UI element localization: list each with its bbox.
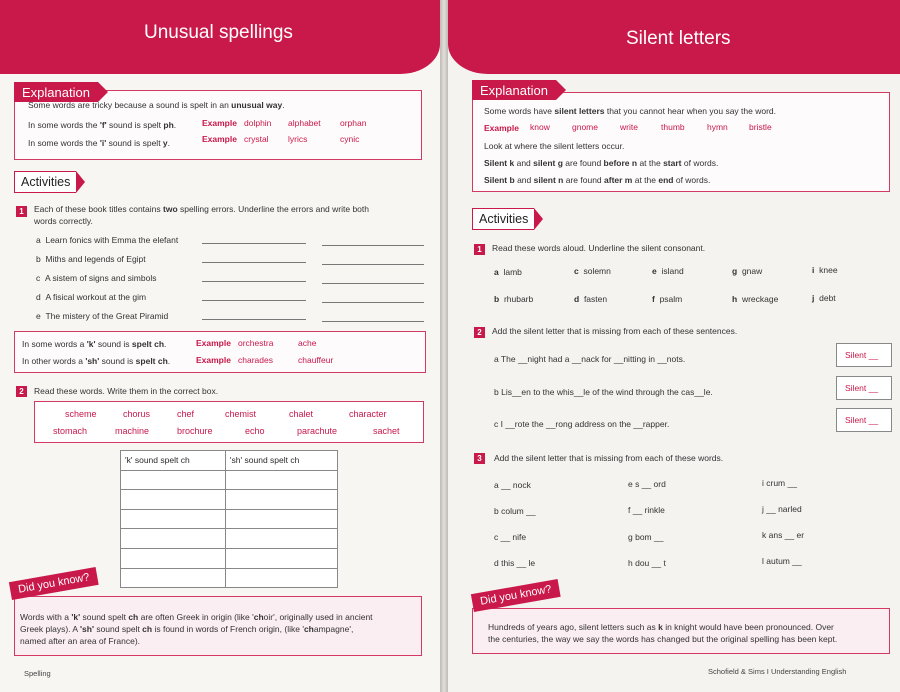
left-q2-number: 2: [16, 386, 27, 397]
q3-word[interactable]: k ans __ er: [762, 530, 805, 540]
y-example-label: Example: [202, 134, 237, 144]
sorting-table: [120, 450, 338, 588]
left-expl-line3: In some words the 'i' sound is spelt y.: [28, 138, 171, 148]
y-example-3: cynic: [340, 134, 360, 144]
table-cell[interactable]: [121, 529, 226, 549]
q1-word-h[interactable]: h wreckage: [732, 294, 779, 304]
table-cell[interactable]: [225, 470, 337, 490]
q1-item-d: d A fisical workout at the gim: [36, 292, 147, 302]
y-example-2: lyrics: [288, 134, 308, 144]
right-dyk-line1: Hundreds of years ago, silent letters such as k in knight would have been pronounced. Over: [488, 622, 834, 632]
book-gutter: [440, 0, 448, 692]
q1-item-e: e The mistery of the Great Piramid: [36, 311, 169, 321]
k-example-label: Example: [196, 338, 231, 348]
q3-word[interactable]: d this __ le: [494, 558, 536, 568]
sh-example-label: Example: [196, 355, 231, 365]
word-bank-item: machine: [115, 426, 150, 436]
right-example-1: know: [530, 122, 550, 132]
q3-word[interactable]: f __ rinkle: [628, 505, 665, 515]
answer-line[interactable]: [322, 264, 424, 265]
sh-example-1: charades: [238, 355, 273, 365]
word-bank-box: [34, 401, 424, 443]
answer-line[interactable]: [202, 262, 306, 263]
q1-word-e[interactable]: e island: [652, 266, 684, 276]
word-bank-item: character: [349, 409, 387, 419]
right-example-5: hymn: [707, 122, 728, 132]
q1-word-j[interactable]: j debt: [812, 293, 836, 303]
answer-line[interactable]: [322, 321, 424, 322]
answer-line[interactable]: [322, 302, 424, 303]
table-cell[interactable]: [225, 568, 337, 588]
right-example-6: bristle: [749, 122, 772, 132]
q1-word-g[interactable]: g gnaw: [732, 266, 763, 276]
right-expl-line4: Silent k and silent g are found before n at the start of words.: [484, 158, 719, 168]
y-example-1: crystal: [244, 134, 269, 144]
left-expl-line2: In some words the 'f' sound is spelt ph.: [28, 120, 177, 130]
right-example-4: thumb: [661, 122, 685, 132]
silent-answer-box[interactable]: Silent __: [836, 343, 892, 367]
q1-word-a[interactable]: a lamb: [494, 267, 522, 277]
word-bank-item: echo: [245, 426, 265, 436]
q3-word[interactable]: l autum __: [762, 556, 802, 566]
q3-word[interactable]: e s __ ord: [628, 479, 666, 489]
left-footer: Spelling: [24, 669, 51, 678]
right-dyk-line2: the centuries, the way we say the words has changed but the original spelling has been kept.: [488, 634, 838, 644]
ch-expl-line1: In some words a 'k' sound is spelt ch.: [22, 339, 167, 349]
q1-word-d[interactable]: d fasten: [574, 294, 608, 304]
silent-answer-box[interactable]: Silent __: [836, 376, 892, 400]
sh-example-2: chauffeur: [298, 355, 334, 365]
right-expl-line5: Silent b and silent n are found after m at the end of words.: [484, 175, 711, 185]
k-example-2: ache: [298, 338, 317, 348]
table-header-k: 'k' sound spelt ch: [121, 451, 226, 471]
right-example-label: Example: [484, 123, 519, 133]
table-cell[interactable]: [121, 509, 226, 529]
left-page: [0, 0, 440, 692]
q3-word[interactable]: c __ nife: [494, 532, 527, 542]
right-q2-instruction: Add the silent letter that is missing from each of these sentences.: [492, 326, 738, 336]
ph-example-1: dolphin: [244, 118, 272, 128]
word-bank-item: chef: [177, 409, 195, 419]
table-cell[interactable]: [225, 529, 337, 549]
left-explanation-label: Explanation: [14, 82, 98, 102]
table-cell[interactable]: [121, 490, 226, 510]
table-header-sh: 'sh' sound spelt ch: [225, 451, 337, 471]
q3-word[interactable]: h dou __ t: [628, 558, 666, 568]
right-expl-line3: Look at where the silent letters occur.: [484, 141, 625, 151]
word-bank-item: chemist: [225, 409, 257, 419]
left-activities-label: Activities: [14, 171, 76, 193]
ch-expl-line2: In other words a 'sh' sound is spelt ch.: [22, 356, 171, 366]
right-q1-instruction: Read these words aloud. Underline the silent consonant.: [492, 243, 706, 253]
table-cell[interactable]: [225, 548, 337, 568]
left-q1-instruction: Each of these book titles contains two spelling errors. Underline the errors and write both: [34, 204, 369, 214]
right-q2-number: 2: [474, 327, 485, 338]
right-activities-label: Activities: [472, 208, 534, 230]
q2-sentence-b: b Lis__en to the whis__le of the wind through the cas__le.: [494, 387, 713, 397]
q1-item-c: c A sistem of signs and simbols: [36, 273, 157, 283]
left-dyk-line1: Words with a 'k' sound spelt ch are often Greek in origin (like 'choir', originally used in ancient: [20, 612, 373, 622]
right-page-title: Silent letters: [626, 28, 731, 49]
table-cell[interactable]: [225, 509, 337, 529]
word-bank-item: stomach: [53, 426, 88, 436]
q3-word[interactable]: i crum __: [762, 478, 797, 488]
answer-line[interactable]: [322, 283, 424, 284]
answer-line[interactable]: [322, 245, 424, 246]
q3-word[interactable]: j __ narled: [762, 504, 802, 514]
left-dyk-line2: Greek plays). A 'sh' sound spelt ch is found in words of French origin, (like 'champagne',: [20, 624, 354, 634]
right-example-2: gnome: [572, 122, 598, 132]
word-bank-item: chalet: [289, 409, 314, 419]
right-footer: Schofield & Sims I Understanding English: [708, 667, 847, 676]
answer-line[interactable]: [202, 281, 306, 282]
right-example-3: write: [620, 122, 638, 132]
word-bank-item: sachet: [373, 426, 400, 436]
answer-line[interactable]: [202, 319, 306, 320]
word-bank-item: scheme: [65, 409, 97, 419]
right-expl-line1: Some words have silent letters that you cannot hear when you say the word.: [484, 106, 777, 116]
right-title-banner: [448, 0, 900, 74]
table-cell[interactable]: [225, 490, 337, 510]
q3-word[interactable]: g bom __: [628, 532, 664, 542]
answer-line[interactable]: [202, 243, 306, 244]
left-q1-number: 1: [16, 206, 27, 217]
left-q1-instruction-2: words correctly.: [34, 216, 93, 226]
q2-sentence-a: a The __night had a __nack for __nitting in __nots.: [494, 354, 686, 364]
right-q3-number: 3: [474, 453, 485, 464]
right-q3-instruction: Add the silent letter that is missing from each of these words.: [494, 453, 724, 463]
word-bank-item: brochure: [177, 426, 213, 436]
right-did-you-know-label: Did you know?: [471, 579, 561, 612]
left-did-you-know-label: Did you know?: [9, 567, 99, 600]
ph-example-3: orphan: [340, 118, 367, 128]
table-cell[interactable]: [121, 568, 226, 588]
table-cell[interactable]: [121, 548, 226, 568]
left-page-title: Unusual spellings: [144, 22, 293, 43]
right-q1-number: 1: [474, 244, 485, 255]
q1-word-c[interactable]: c solemn: [574, 266, 611, 276]
q1-word-i[interactable]: i knee: [812, 265, 838, 275]
q1-item-b: b Miths and legends of Egipt: [36, 254, 146, 264]
left-dyk-line3: named after an area of France).: [20, 636, 141, 646]
left-q2-instruction: Read these words. Write them in the correct box.: [34, 386, 219, 396]
q2-sentence-c: c I __rote the __rong address on the __rapper.: [494, 419, 670, 429]
k-example-1: orchestra: [238, 338, 274, 348]
ph-example-2: alphabet: [288, 118, 321, 128]
table-cell[interactable]: [121, 470, 226, 490]
q1-item-a: a Learn fonics with Emma the elefant: [36, 235, 179, 245]
left-expl-line1: Some words are tricky because a sound is spelt in an unusual way.: [28, 100, 285, 110]
silent-answer-box[interactable]: Silent __: [836, 408, 892, 432]
word-bank-item: parachute: [297, 426, 338, 436]
word-bank-item: chorus: [123, 409, 151, 419]
q3-word[interactable]: a __ nock: [494, 480, 531, 490]
q1-word-f[interactable]: f psalm: [652, 294, 683, 304]
right-explanation-label: Explanation: [472, 80, 556, 100]
q3-word[interactable]: b colum __: [494, 506, 536, 516]
q1-word-b[interactable]: b rhubarb: [494, 294, 534, 304]
ph-example-label: Example: [202, 118, 237, 128]
left-title-banner: [0, 0, 440, 74]
answer-line[interactable]: [202, 300, 306, 301]
